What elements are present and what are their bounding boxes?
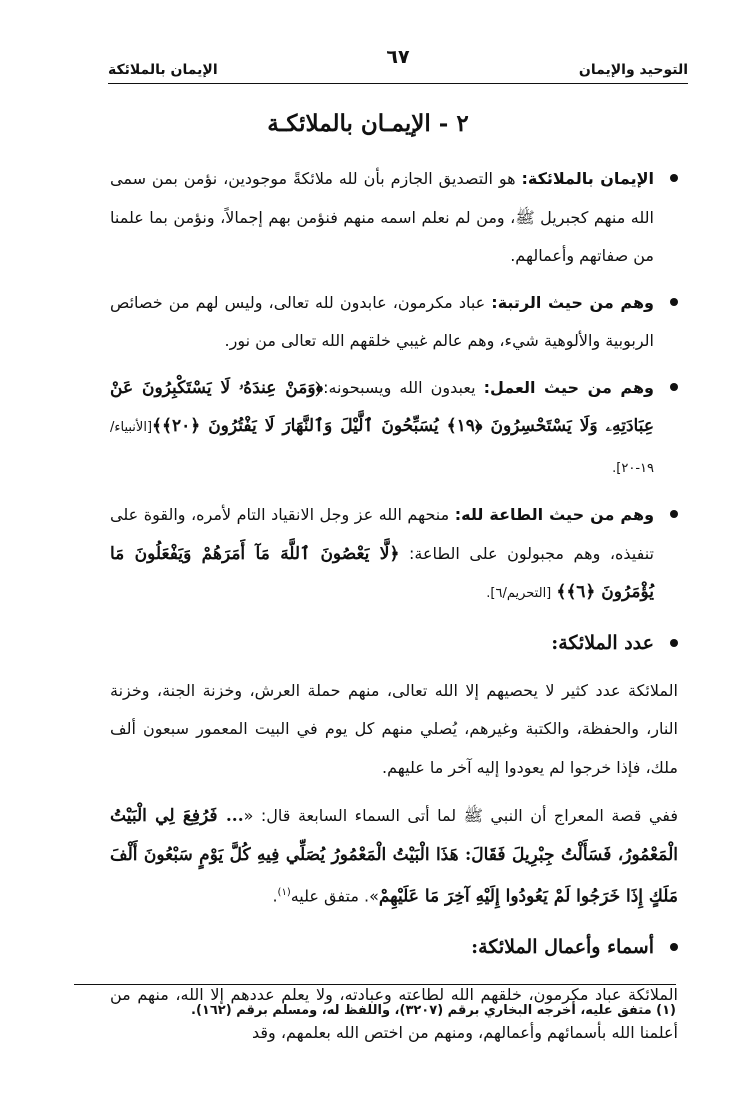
bullet-dot-icon	[670, 639, 678, 647]
subheading-angels-count: عدد الملائكة:	[551, 631, 654, 654]
header-divider	[108, 83, 688, 84]
running-header	[108, 46, 688, 82]
bullet-dot-icon	[670, 174, 678, 182]
paragraph-names-works: الملائكة عباد مكرمون، خلقهم الله لطاعته وعبادته، ولا يعلم عددهم إلا الله، منهم من أعلمنا الله بأسمائهم وأعمالهم، ومنهم من اختص الله بعلمهم، وقد	[110, 984, 678, 1043]
bullet-item	[110, 160, 678, 276]
bullet-text: عباد مكرمون، عابدون لله تعالى، وليس لهم من خصائص الربوبية والألوهية شيء، وهم عالم غيبي خلقهم الله تعالى من نور.	[110, 292, 654, 350]
page-number: ٦٧	[386, 46, 410, 68]
bullet-item	[110, 496, 678, 614]
quran-verse: ﴿لَّا يَعْصُونَ ٱللَّهَ مَآ أَمَرَهُمْ وَيَفْعَلُونَ مَا يُؤْمَرُونَ ﴿٦﴾﴾	[110, 543, 654, 602]
header-book-title: التوحيد والإيمان	[578, 62, 688, 78]
footnote: (١) متفق عليه، أخرجه البخاري برقم (٣٢٠٧)، واللفظ له، ومسلم برقم (١٦٢).	[191, 1003, 676, 1018]
footnote-divider	[74, 984, 676, 985]
bullet-item	[110, 369, 678, 489]
bullet-text: منحهم الله عز وجل الانقياد التام لأمره، والقوة على تنفيذه، وهم مجبولون على الطاعة:	[110, 505, 655, 563]
bullet-dot-icon	[670, 383, 678, 391]
hadith-close: ». متفق عليه	[290, 886, 379, 906]
bullet-dot-icon	[670, 943, 678, 951]
bullet-item	[110, 284, 678, 361]
hadith-intro: ففي قصة المعراج أن النبي ﷺ لما أتى السماء السابعة قال: «	[243, 806, 678, 825]
paragraph-miraj-hadith: ففي قصة المعراج أن النبي ﷺ لما أتى السماء السابعة قال: «... فَرُفِعَ لِي الْبَيْتُ الْمَعْمُورُ، فَسَأَلْتُ جِبْرِيلَ فَقَالَ: هَذَا الْبَيْتُ الْمَعْمُورُ يُصَلِّي فِيهِ كُلَّ يَوْمٍ سَبْعُونَ أَلْفَ مَلَكٍ إِذَا خَرَجُوا لَمْ يَعُودُوا إِلَيْهِ آخِرَ مَا عَلَيْهِمْ». متفق عليه$^{(١)}$.	[110, 806, 678, 907]
subheading-item	[110, 622, 678, 664]
footnote-marker: (١)	[277, 887, 291, 898]
verse-reference: [الأنبياء/١٩-٢٠].	[110, 420, 654, 476]
bullet-dot-icon	[670, 298, 678, 306]
bullet-dot-icon	[670, 510, 678, 518]
bullet-text: هو التصديق الجازم بأن لله ملائكةً موجودين، نؤمن بمن سمى الله منهم كجبريل ﷺ، ومن لم نعلم اسمه منهم فنؤمن بهم إجمالاً، ونؤمن بما علمنا من صفاتهم وأعمالهم.	[110, 169, 654, 265]
bullet-label: وهم من حيث العمل:	[483, 377, 654, 397]
subheading-names-works: أسماء وأعمال الملائكة:	[471, 935, 654, 958]
page-body	[110, 160, 678, 1053]
header-chapter-title: الإيمان بالملائكة	[108, 62, 218, 78]
bullet-text: يعبدون الله ويسبحونه:	[323, 377, 476, 397]
subheading-item	[110, 926, 678, 968]
quran-verse: ﴿وَمَنْ عِندَهُۥ لَا يَسْتَكْبِرُونَ عَنْ عِبَادَتِهِۦ وَلَا يَسْتَحْسِرُونَ ﴿١٩﴾ يُسَبِّحُونَ ٱلَّيْلَ وَٱلنَّهَارَ لَا يَفْتُرُونَ ﴿٢٠﴾﴾	[110, 377, 654, 436]
bullet-label: وهم من حيث الطاعة لله:	[454, 505, 655, 524]
section-title: ٢ - الإيمـان بالملائكـة	[267, 110, 469, 137]
bullet-label: الإيمان بالملائكة:	[521, 169, 654, 188]
hadith-text: ... فَرُفِعَ لِي الْبَيْتُ الْمَعْمُورُ، فَسَأَلْتُ جِبْرِيلَ فَقَالَ: هَذَا الْبَيْتُ الْمَعْمُورُ يُصَلِّي فِيهِ كُلَّ يَوْمٍ سَبْعُونَ أَلْفَ مَلَكٍ إِذَا خَرَجُوا لَمْ يَعُودُوا إِلَيْهِ آخِرَ مَا عَلَيْهِمْ	[110, 806, 678, 907]
bullet-label: وهم من حيث الرتبة:	[491, 292, 655, 312]
paragraph-angels-count: الملائكة عدد كثير لا يحصيهم إلا الله تعالى، منهم حملة العرش، وخزنة الجنة، وخزنة النار، والحفظة، والكتبة وغيرهم، يُصلي منهم كل يوم في البيت المعمور سبعون ألف ملك، فإذا خرجوا لم يعودوا إليه آخر ما عليهم.	[110, 680, 678, 777]
verse-reference: [التحريم/٦].	[486, 586, 552, 601]
